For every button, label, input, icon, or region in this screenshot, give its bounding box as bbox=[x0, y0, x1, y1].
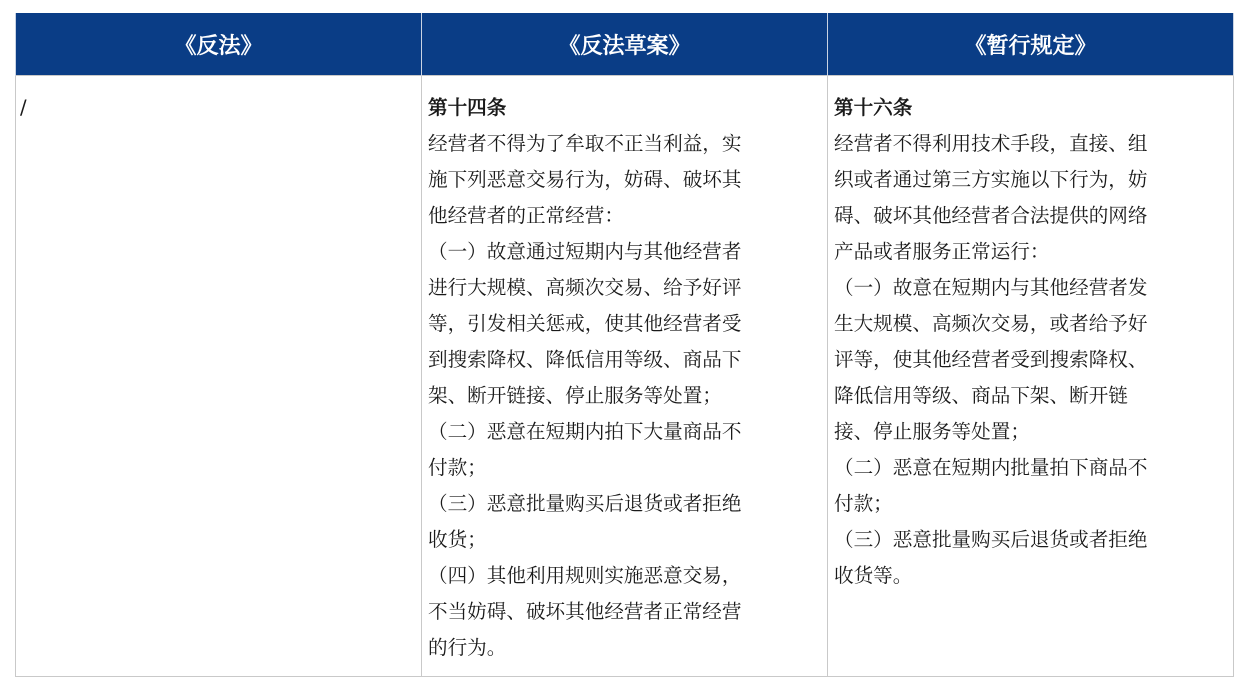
article-14-title: 第十四条 bbox=[428, 96, 507, 119]
article-16-line: 降低信用等级、商品下架、断开链 bbox=[834, 384, 1128, 407]
article-16-line: （二）恶意在短期内批量拍下商品不 bbox=[834, 456, 1148, 479]
article-16-line: （三）恶意批量购买后退货或者拒绝 bbox=[834, 528, 1148, 551]
header-interim-provisions: 《暂行规定》 bbox=[828, 13, 1234, 76]
article-16-line: 接、停止服务等处置； bbox=[834, 420, 1030, 443]
cell-fanfa-text: / bbox=[20, 96, 27, 119]
article-14-line: 进行大规模、高频次交易、给予好评 bbox=[428, 276, 742, 299]
article-16-line: 织或者通过第三方实施以下行为，妨 bbox=[834, 168, 1148, 191]
article-16-line: 付款； bbox=[834, 492, 893, 515]
article-16-line: 收货等。 bbox=[834, 564, 913, 587]
article-14-line: （三）恶意批量购买后退货或者拒绝 bbox=[428, 492, 742, 515]
cell-fanfa-draft bbox=[422, 76, 828, 677]
header-fanfa: 《反法》 bbox=[16, 13, 422, 76]
article-14-line: （一）故意通过短期内与其他经营者 bbox=[428, 240, 742, 263]
article-16-line: 生大规模、高频次交易，或者给予好 bbox=[834, 312, 1148, 335]
article-16-line: 产品或者服务正常运行： bbox=[834, 240, 1050, 263]
comparison-table-container bbox=[15, 13, 1233, 677]
comparison-table bbox=[15, 13, 1234, 677]
article-16-line: （一）故意在短期内与其他经营者发 bbox=[834, 276, 1148, 299]
article-14-line: 到搜索降权、降低信用等级、商品下 bbox=[428, 348, 742, 371]
article-14-line: 的行为。 bbox=[428, 636, 507, 659]
article-16-line: 碍、破坏其他经营者合法提供的网络 bbox=[834, 204, 1148, 227]
article-16-line: 评等，使其他经营者受到搜索降权、 bbox=[834, 348, 1148, 371]
article-14-line: （四）其他利用规则实施恶意交易， bbox=[428, 564, 742, 587]
table-header-row bbox=[16, 13, 1234, 76]
cell-fanfa bbox=[16, 76, 422, 677]
header-fanfa-draft: 《反法草案》 bbox=[422, 13, 828, 76]
article-14-line: 他经营者的正常经营： bbox=[428, 204, 624, 227]
article-16-title: 第十六条 bbox=[834, 96, 913, 119]
cell-interim-provisions bbox=[828, 76, 1234, 677]
article-16-line: 经营者不得利用技术手段，直接、组 bbox=[834, 132, 1148, 155]
article-14-line: 等，引发相关惩戒，使其他经营者受 bbox=[428, 312, 742, 335]
article-14-line: 施下列恶意交易行为，妨碍、破坏其 bbox=[428, 168, 742, 191]
article-14-line: 收货； bbox=[428, 528, 487, 551]
article-14-line: 不当妨碍、破坏其他经营者正常经营 bbox=[428, 600, 742, 623]
table-row bbox=[16, 76, 1234, 677]
article-14-line: 付款； bbox=[428, 456, 487, 479]
article-14-line: 经营者不得为了牟取不正当利益，实 bbox=[428, 132, 742, 155]
article-14-line: （二）恶意在短期内拍下大量商品不 bbox=[428, 420, 742, 443]
article-14-line: 架、断开链接、停止服务等处置； bbox=[428, 384, 722, 407]
